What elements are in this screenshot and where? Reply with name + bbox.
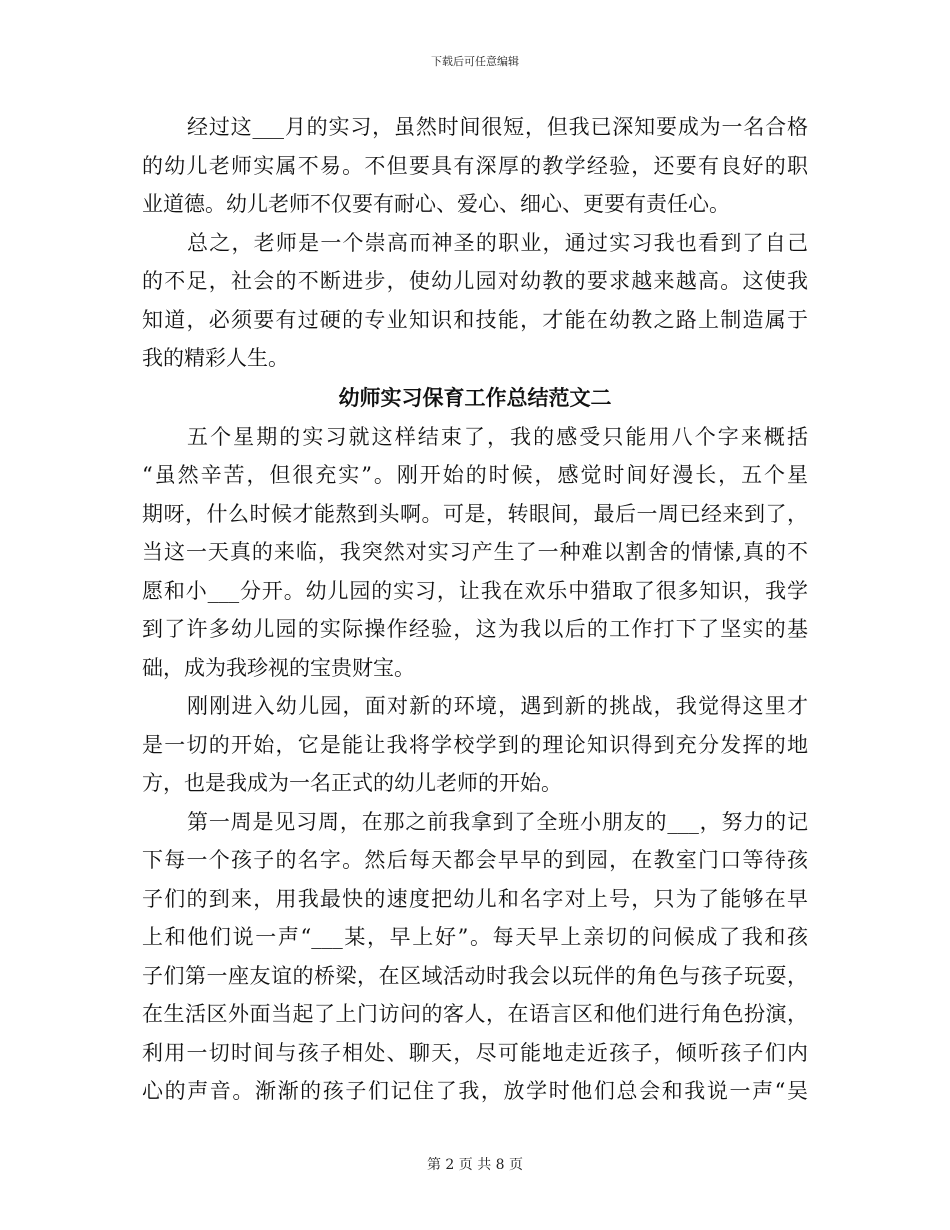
text-line: 愿和小___分开。幼儿园的实习，让我在欢乐中猎取了很多知识，我学 (142, 578, 808, 603)
text-line: 上和他们说一声“___某，早上好”。每天早上亲切的问候成了我和孩 (142, 925, 808, 949)
text-line: 我的精彩人生。 (142, 346, 289, 370)
text-line: 当这一天真的来临，我突然对实习产生了一种难以割舍的情愫,真的不 (142, 540, 808, 564)
page-header: 下载后可任意编辑 (431, 55, 519, 68)
page-footer: 第 2 页 共 8 页 (426, 1157, 524, 1173)
text-line: 础，成为我珍视的宝贵财宝。 (142, 655, 415, 680)
text-line: 期呀，什么时候才能熬到头啊。可是，转眼间，最后一周已经来到了， (142, 501, 808, 526)
text-line: 业道德。幼儿老师不仅要有耐心、爱心、细心、更要有责任心。 (142, 192, 730, 216)
text-line: 的不足，社会的不断进步，使幼儿园对幼教的要求越来越高。这使我 (142, 269, 808, 293)
text-line: 的幼儿老师实属不易。不但要具有深厚的教学经验，还要有良好的职 (142, 153, 808, 178)
section-title: 幼师实习保育工作总结范文二 (338, 384, 612, 410)
text-line: 利用一切时间与孩子相处、聊天，尽可能地走近孩子，倾听孩子们内 (142, 1040, 808, 1065)
document-body (142, 108, 808, 1111)
text-line: 第一周是见习周，在那之前我拿到了全班小朋友的___，努力的记 (187, 809, 808, 834)
text-line: 到了许多幼儿园的实际操作经验，这为我以后的工作打下了坚实的基 (142, 617, 808, 641)
text-line: 子们的到来，用我最快的速度把幼儿和名字对上号，只为了能够在早 (142, 886, 808, 911)
text-line: 方，也是我成为一名正式的幼儿老师的开始。 (142, 771, 562, 795)
text-line: 心的声音。渐渐的孩子们记住了我，放学时他们总会和我说一声“吴 (142, 1079, 808, 1103)
text-line: 在生活区外面当起了上门访问的客人，在语言区和他们进行角色扮演， (142, 1002, 808, 1026)
text-line: 五个星期的实习就这样结束了，我的感受只能用八个字来概括 (187, 424, 808, 449)
text-line: 总之，老师是一个崇高而神圣的职业，通过实习我也看到了自己 (187, 230, 808, 255)
text-line: 知道，必须要有过硬的专业知识和技能，才能在幼教之路上制造属于 (142, 307, 808, 332)
text-line: 经过这___月的实习，虽然时间很短，但我已深知要成为一名合格 (187, 115, 808, 139)
text-line: 下每一个孩子的名字。然后每天都会早早的到园，在教室门口等待孩 (142, 848, 808, 872)
text-line: 是一切的开始，它是能让我将学校学到的理论知识得到充分发挥的地 (142, 732, 808, 757)
text-line: 刚刚进入幼儿园，面对新的环境，遇到新的挑战，我觉得这里才 (187, 694, 808, 718)
text-line: 子们第一座友谊的桥梁，在区域活动时我会以玩伴的角色与孩子玩耍， (142, 963, 808, 988)
text-line: “虽然辛苦，但很充实”。刚开始的时候，感觉时间好漫长，五个星 (142, 463, 808, 487)
